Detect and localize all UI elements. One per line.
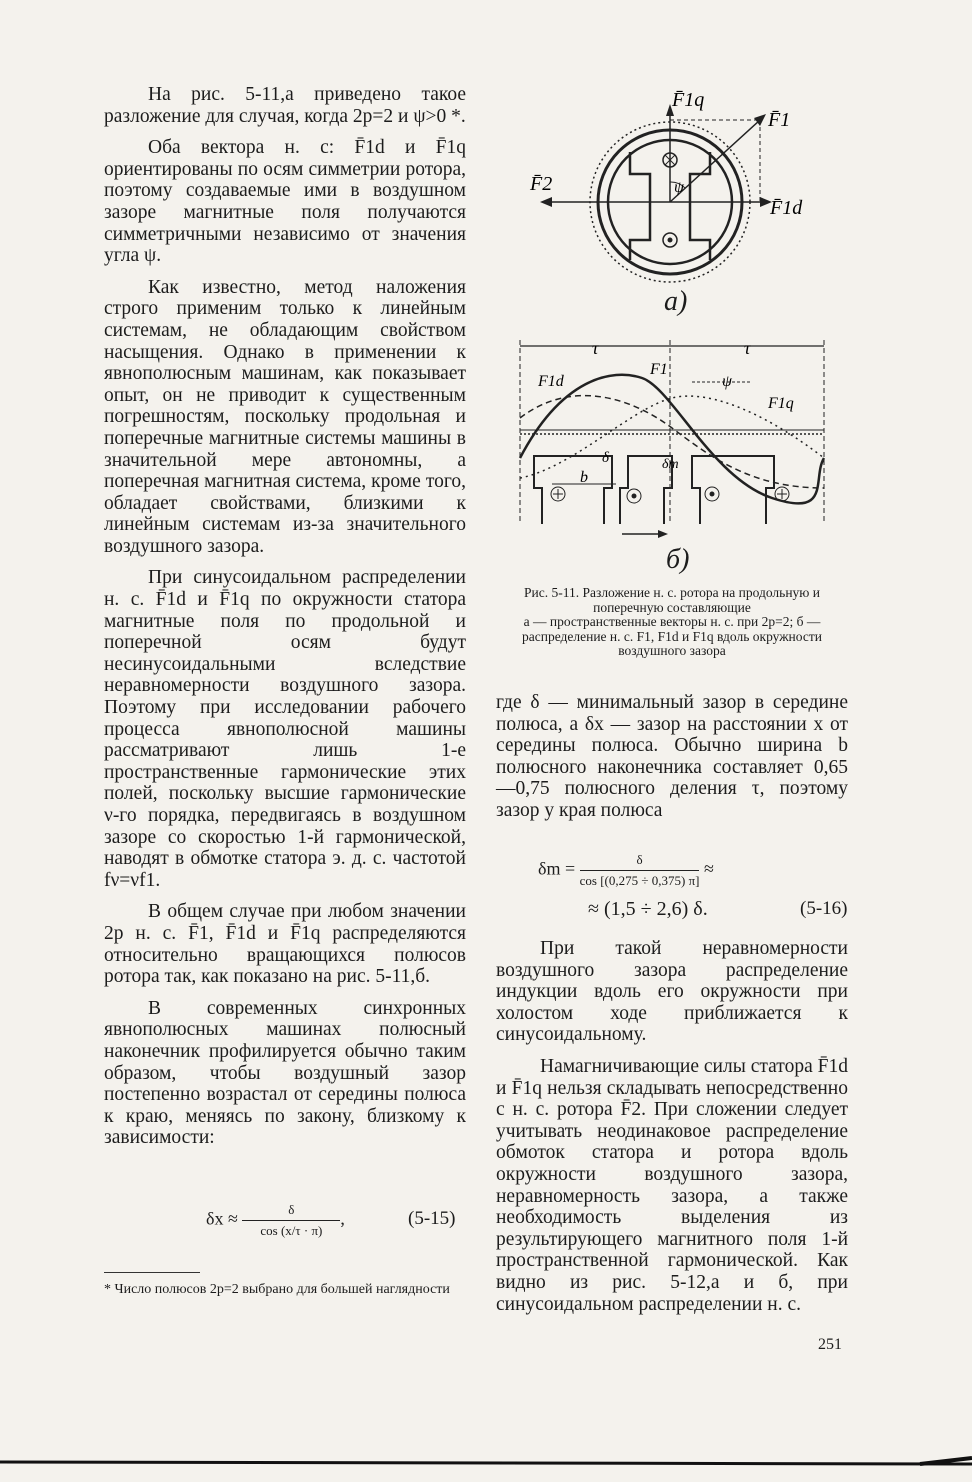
tau-label-1: τ: [592, 338, 599, 358]
caption-line-1: Рис. 5-11. Разложение н. с. ротора на продольную и поперечную составляющие: [524, 585, 820, 615]
paragraph-1: На рис. 5-11,а приведено такое разложение для случая, когда 2p=2 и ψ>0 *.: [104, 84, 466, 127]
label-f1q: F̄1q: [672, 90, 705, 111]
right-paragraph-2: При такой неравномерности воздушного зазора распределение индукции вдоль его окружности при холостом ходе приближается к синусоидальному.: [496, 938, 848, 1046]
width-b-label: b: [580, 469, 588, 486]
formula-5-15-lhs: δx ≈: [206, 1208, 238, 1229]
formula-5-16-line2: ≈ (1,5 ÷ 2,6) δ.: [588, 898, 708, 920]
psi-label-b: ψ: [722, 373, 732, 390]
label-f1: F̄1: [768, 109, 791, 131]
paragraph-4: При синусоидальном распределении н. с. F̄1d и F̄1q по окружности статора магнитные поля по продольной и поперечной осям будут несинусоидальными вследствие неравномерности воздушного зазора. Поэтому при исследовании рабочего процесса явнополюсной машины рассматривают лишь 1-е пространственные гармонические этих полей, поскольку высшие гармонические ν-го порядка, передвигаясь в воздушном зазоре со скоростью 1-й гармонической, наводят в обмотке статора э. д. с. частотой fν=νf1.: [104, 567, 466, 891]
formula-5-16: [538, 852, 714, 889]
label-f1q-b: F1q: [768, 395, 794, 412]
right-paragraph-3: Намагничивающие силы статора F̄1d и F̄1q нельзя складывать непосредственно с н. с. ротора F̄2. При сложении следует учитывать неодинаковое распределение обмоток статора и ротора вдоль окружности воздушного зазора, неравномерность зазора, а также необходимость выделения из результирующего магнитного поля 1-й пространственной гармонической. Как видно из рис. 5-12,а и б, при синусоидальном распределении н. с.: [496, 1055, 848, 1315]
label-f1d-b: F1d: [538, 373, 564, 390]
delta-m-label: δm: [662, 457, 679, 472]
figure-caption: [494, 586, 850, 659]
figure-b-distribution-diagram: [512, 338, 834, 538]
formula-5-16-fraction: [580, 852, 700, 889]
right-paragraph-1: где δ — минимальный зазор в середине полюса, а δx — зазор на расстоянии x от середины полюса. Обычно ширина b полюсного наконечника составляет 0,65—0,75 полюсного деления τ, поэтому зазор у края полюса: [496, 692, 848, 821]
page-bottom-edge: [0, 1452, 972, 1482]
figure-label-a: а): [664, 286, 688, 317]
footnote: * Число полюсов 2p=2 выбрано для большей наглядности: [104, 1282, 450, 1297]
equation-number-5-16: (5-16): [800, 898, 848, 919]
label-f1-b: F1: [650, 361, 668, 378]
right-column: [496, 692, 848, 832]
page-number: 251: [818, 1336, 842, 1353]
equation-number-5-15: (5-15): [408, 1208, 456, 1229]
figure-label-b: б): [666, 544, 690, 575]
formula-5-16-numerator: δ: [580, 852, 700, 871]
paragraph-6: В современных синхронных явнополюсных машинах полюсный наконечник профилируется обычно таким образом, чтобы воздушный зазор постепенно возрастал от середины полюса к краю, меняясь по закону, близкому к зависимости:: [104, 997, 466, 1149]
paragraph-5: В общем случае при любом значении 2p н. с. F̄1, F̄1d и F̄1q распределяются относительно вращающихся полюсов ротора так, как показано на рис. 5-11,б.: [104, 901, 466, 988]
formula-5-15-denominator: cos (x/τ · π): [260, 1223, 323, 1238]
formula-5-16-lhs: δm =: [538, 858, 576, 879]
formula-5-16-denominator: cos [(0,275 ÷ 0,375) π]: [579, 873, 700, 888]
footnote-rule: [104, 1272, 200, 1273]
formula-5-15: δx ≈ $\frac{\delta}{\cos (x/\tau \cdot \pi)}$ ,: [206, 1202, 345, 1238]
formula-5-15-numerator: δ: [242, 1202, 340, 1221]
label-f2: F̄2: [530, 173, 553, 195]
paragraph-2: Оба вектора н. с: F̄1d и F̄1q ориентированы по осям симметрии ротора, поэтому создаваемые ими в воздушном зазоре магнитные поля получаются симметричными независимо от значения угла ψ.: [104, 137, 466, 267]
paragraph-3: Как известно, метод наложения строго применим только к линейным системам, не обладающим свойством насыщения. Однако в применении к явнополюсным машинам, как показывает опыт, он не приводит к существенным погрешностям, поскольку продольная и поперечные магнитные системы машины в значительной мере автономны, а поперечная магнитная система, кроме того, обладает свойствами, близкими к линейным системам из-за значительного воздушного зазора.: [104, 276, 466, 557]
label-f1d: F̄1d: [770, 197, 803, 219]
formula-5-15-fraction: [242, 1202, 340, 1239]
left-column: [104, 84, 466, 1159]
tau-label-2: τ: [744, 338, 751, 358]
psi-label-a: ψ: [674, 179, 684, 196]
right-column-lower: [496, 938, 848, 1325]
delta-label: δ: [602, 450, 609, 466]
caption-line-2: а — пространственные векторы н. с. при 2p=2; б — распределение н. с. F1, F1d и F1q вдоль окружности воздушного зазора: [522, 614, 822, 658]
formula-5-16-approx: ≈: [703, 858, 714, 879]
